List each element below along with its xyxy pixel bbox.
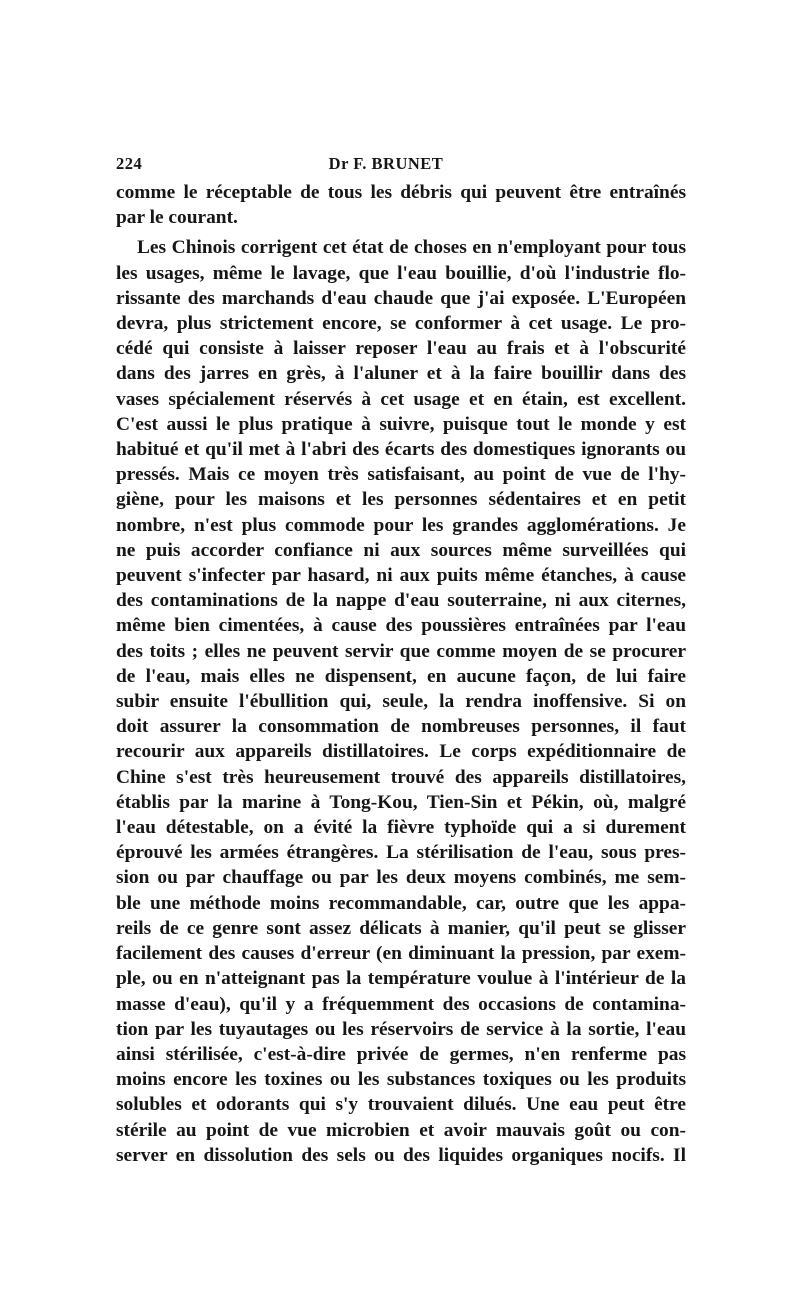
text-line: nombre, n'est plus commode pour les grandes agglomérations. Je <box>116 514 686 536</box>
text-line: ble une méthode moins recommandable, car, outre que les appa- <box>116 892 686 914</box>
text-line: doit assurer la consommation de nombreuses personnes, il faut <box>116 716 686 738</box>
text-line: rissante des marchands d'eau chaude que j'ai exposée. L'Européen <box>116 287 686 309</box>
text-line: habitué et qu'il met à l'abri des écarts des domestiques ignorants ou <box>116 439 686 461</box>
text-line: par le courant. <box>116 207 238 229</box>
text-line: facilement des causes d'erreur (en diminuant la pression, par exem- <box>116 943 686 965</box>
body-text <box>116 180 686 1168</box>
text-line: des contaminations de la nappe d'eau souterraine, ni aux citernes, <box>116 590 686 612</box>
text-line: éprouvé les armées étrangères. La stérilisation de l'eau, sous pres- <box>116 842 686 864</box>
text-line: l'eau détestable, on a évité la fièvre typhoïde qui a si durement <box>116 817 686 839</box>
running-head: Dr F. BRUNET <box>328 154 444 173</box>
text-line: pressés. Mais ce moyen très satisfaisant, au point de vue de l'hy- <box>116 464 686 486</box>
page-number: 224 <box>116 154 143 173</box>
page-header <box>116 154 686 180</box>
text-line: des toits ; elles ne peuvent servir que comme moyen de se procurer <box>116 640 686 662</box>
text-line: les usages, même le lavage, que l'eau bouillie, d'où l'industrie flo- <box>116 262 686 284</box>
text-line: devra, plus strictement encore, se conformer à cet usage. Le pro- <box>116 313 686 335</box>
paragraph <box>116 180 686 230</box>
text-line: subir ensuite l'ébullition qui, seule, la rendra inoffensive. Si on <box>116 691 686 713</box>
text-line: établis par la marine à Tong-Kou, Tien-Sin et Pékin, où, malgré <box>116 791 686 813</box>
text-line: vases spécialement réservés à cet usage et en étain, est excellent. <box>116 388 686 410</box>
book-page <box>116 154 686 1168</box>
text-line: comme le réceptable de tous les débris qui peuvent être entraînés <box>116 182 686 203</box>
text-line: tion par les tuyautages ou les réservoirs de service à la sortie, l'eau <box>116 1018 686 1040</box>
paragraph <box>116 235 686 1168</box>
text-line: cédé qui consiste à laisser reposer l'eau au frais et à l'obscurité <box>116 338 686 360</box>
text-line: de l'eau, mais elles ne dispensent, en aucune façon, de lui faire <box>116 665 686 687</box>
text-line: moins encore les toxines ou les substances toxiques ou les produits <box>116 1069 686 1091</box>
text-line: reils de ce genre sont assez délicats à manier, qu'il peut se glisser <box>116 917 686 939</box>
text-line: server en dissolution des sels ou des liquides organiques nocifs. Il <box>116 1144 686 1166</box>
text-line: C'est aussi le plus pratique à suivre, puisque tout le monde y est <box>116 413 686 435</box>
text-line: giène, pour les maisons et les personnes sédentaires et en petit <box>116 489 686 511</box>
text-line: Chine s'est très heureusement trouvé des appareils distillatoires, <box>116 766 686 788</box>
text-line: même bien cimentées, à cause des poussières entraînées par l'eau <box>116 615 686 637</box>
text-line: dans des jarres en grès, à l'aluner et à la faire bouillir dans des <box>116 363 686 385</box>
text-line: masse d'eau), qu'il y a fréquemment des occasions de contamina- <box>116 993 686 1015</box>
text-line: peuvent s'infecter par hasard, ni aux puits même étanches, à cause <box>116 565 686 587</box>
text-line: stérile au point de vue microbien et avoir mauvais goût ou con- <box>116 1119 686 1141</box>
text-line: sion ou par chauffage ou par les deux moyens combinés, me sem- <box>116 867 686 889</box>
text-line: recourir aux appareils distillatoires. Le corps expéditionnaire de <box>116 741 686 763</box>
text-line: ne puis accorder confiance ni aux sources même surveillées qui <box>116 539 686 561</box>
text-line: Les Chinois corrigent cet état de choses en n'employant pour tous <box>137 237 686 259</box>
text-line: ple, ou en n'atteignant pas la température voulue à l'intérieur de la <box>116 968 686 990</box>
text-line: solubles et odorants qui s'y trouvaient dilués. Une eau peut être <box>116 1094 686 1116</box>
text-line: ainsi stérilisée, c'est-à-dire privée de germes, n'en renferme pas <box>116 1043 686 1065</box>
